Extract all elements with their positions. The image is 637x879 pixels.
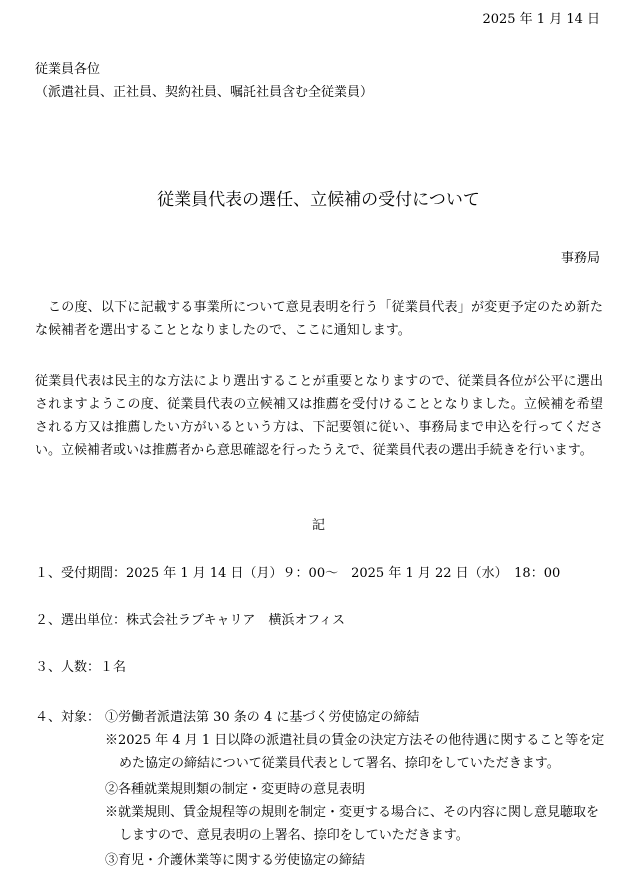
addressee: 従業員各位 bbox=[35, 62, 101, 77]
sender: 事務局 bbox=[560, 251, 600, 266]
item-target-sub3: ③育児・介護休業等に関する労使協定の締結 bbox=[105, 853, 366, 868]
item-election-unit: ２、選出単位：株式会社ラブキャリア 横浜オフィス bbox=[35, 613, 346, 628]
document-title: 従業員代表の選任、立候補の受付について bbox=[157, 190, 480, 210]
item-target-note2: ※就業規則、賃金規程等の規則を制定・変更する場合に、その内容に関し意見聴取をしますので、意見表明の上署名、捺印をしていただきます。 bbox=[105, 805, 600, 843]
addressee-note: （派遣社員、正社員、契約社員、嘱託社員含む全従業員） bbox=[35, 85, 374, 100]
ki-heading: 記 bbox=[311, 518, 325, 533]
body-paragraph: 従業員代表は民主的な方法により選出することが重要となりますので、従業員各位が公平に選出されますようこの度、従業員代表の立候補又は推薦を受付けることとなりました。立候補を希望される方又は推薦したい方がいるという方は、下記要領に従い、事務局まで申込を行ってください。立候補者或いは推薦者から意思確認を行ったうえで、従業員代表の選出手続きを行います。 bbox=[35, 374, 603, 458]
item-number-of-people: ３、人数：１名 bbox=[35, 660, 127, 675]
item-target-label: ４、対象： bbox=[35, 710, 101, 725]
intro-paragraph: この度、以下に記載する事業所について意見表明を行う「従業員代表」が変更予定のため新たな候補者を選出することとなりましたので、ここに通知します。 bbox=[35, 300, 603, 338]
document-date: 2025 年 1 月 14 日 bbox=[482, 12, 600, 27]
item-reception-period: １、受付期間：2025 年 1 月 14 日（月）９：00～ 2025 年 1 月 22 日（水） 18：00 bbox=[35, 566, 561, 581]
item-target-sub1: ①労働者派遣法第 30 条の 4 に基づく労使協定の締結 bbox=[105, 710, 420, 725]
item-target-note1: ※2025 年 4 月 1 日以降の派遣社員の賃金の決定方法その他待遇に関すること等を定めた協定の締結について従業員代表として署名、捺印をしていただきます。 bbox=[105, 733, 605, 771]
item-target-sub2: ②各種就業規則類の制定・変更時の意見表明 bbox=[105, 782, 366, 797]
